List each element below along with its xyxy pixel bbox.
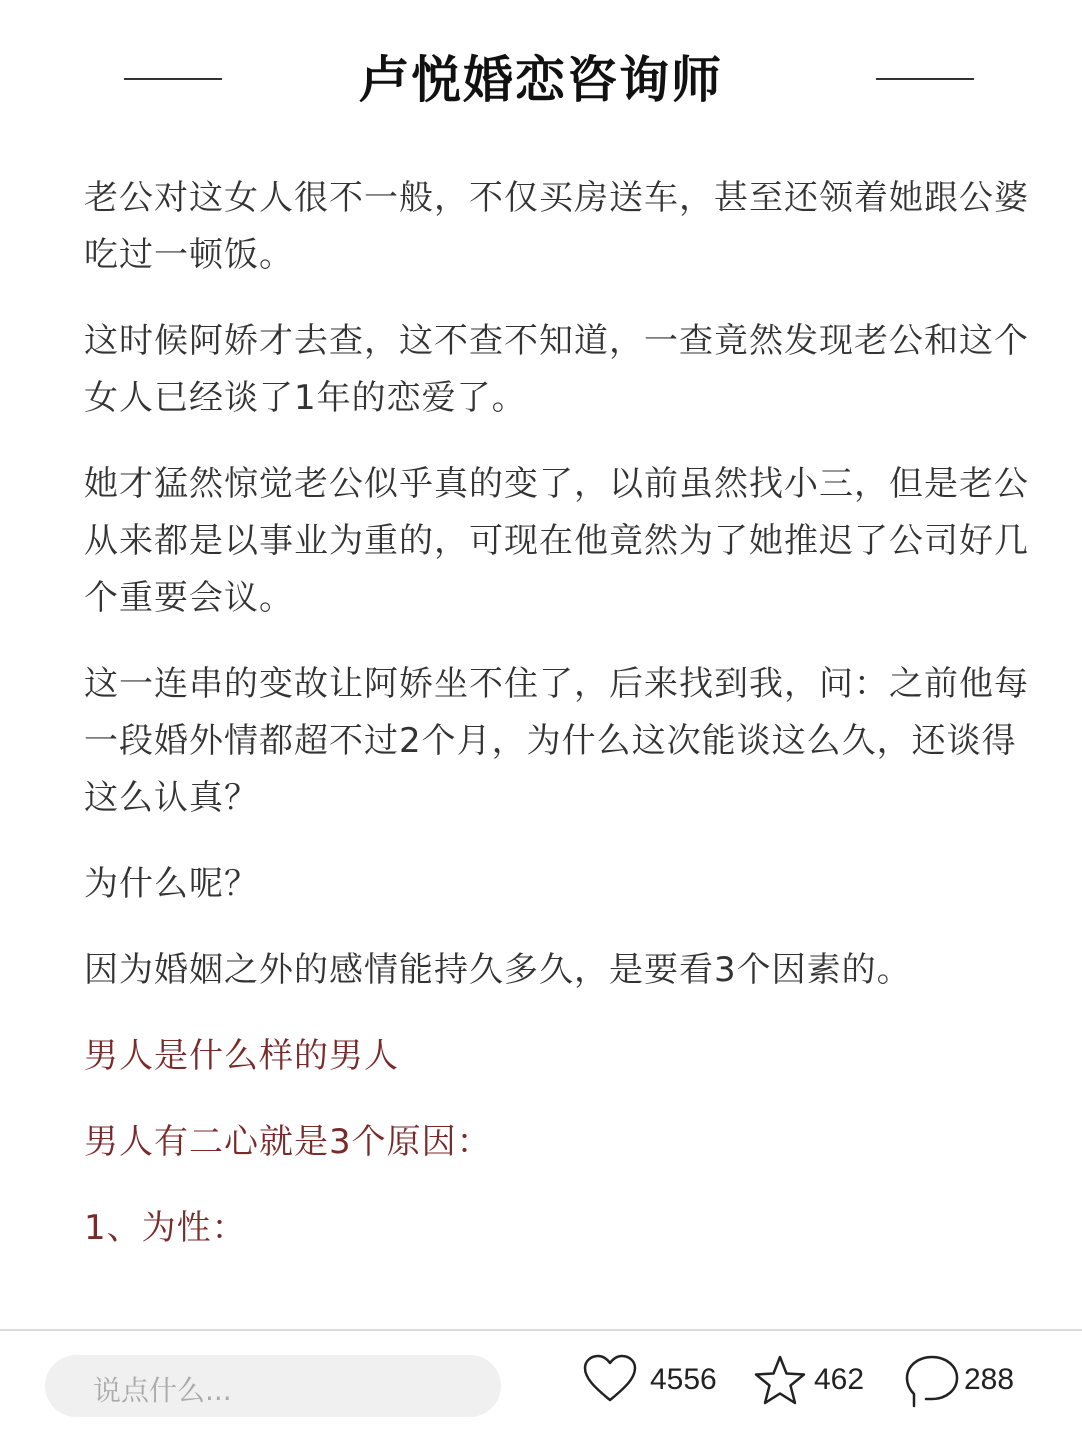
comment-bubble-icon <box>904 1354 960 1414</box>
comment-input[interactable] <box>45 1355 501 1417</box>
article-paragraph: 老公对这女人很不一般，不仅买房送车，甚至还领着她跟公婆吃过一顿饭。 <box>84 178 1029 275</box>
page-header <box>0 40 1082 130</box>
article-highlight: 1、为性： <box>84 1208 247 1248</box>
article-paragraph: 她才猛然惊觉老公似乎真的变了，以前虽然找小三，但是老公从来都是以事业为重的，可现在他竟然为了她推迟了公司好几个重要会议。 <box>84 464 1029 618</box>
article-highlight: 男人有二心就是3个原因： <box>84 1122 492 1162</box>
heart-icon <box>582 1354 638 1404</box>
article-highlight: 男人是什么样的男人 <box>84 1036 399 1076</box>
page-title: 卢悦婚恋咨询师 <box>359 51 723 109</box>
article-paragraph: 为什么呢？ <box>84 864 259 904</box>
article-paragraph: 因为婚姻之外的感情能持久多久，是要看3个因素的。 <box>84 950 912 990</box>
like-button[interactable] <box>582 1349 722 1419</box>
article-body <box>84 170 1032 1286</box>
article-paragraph: 这时候阿娇才去查，这不查不知道，一查竟然发现老公和这个女人已经谈了1年的恋爱了。 <box>84 321 1029 418</box>
like-count: 4556 <box>650 1363 717 1396</box>
comment-count: 288 <box>964 1363 1015 1396</box>
header-divider-right <box>876 78 974 80</box>
favorite-count: 462 <box>814 1363 865 1396</box>
favorite-button[interactable] <box>752 1349 872 1419</box>
comment-placeholder: 说点什么... <box>93 1374 232 1407</box>
article-paragraph: 这一连串的变故让阿娇坐不住了，后来找到我，问：之前他每一段婚外情都超不过2个月，为什么这次能谈这么久，还谈得这么认真？ <box>84 664 1029 818</box>
star-icon <box>752 1354 808 1408</box>
header-divider-left <box>124 78 222 80</box>
comment-button[interactable] <box>904 1349 1024 1419</box>
bottom-action-bar <box>0 1331 1082 1443</box>
